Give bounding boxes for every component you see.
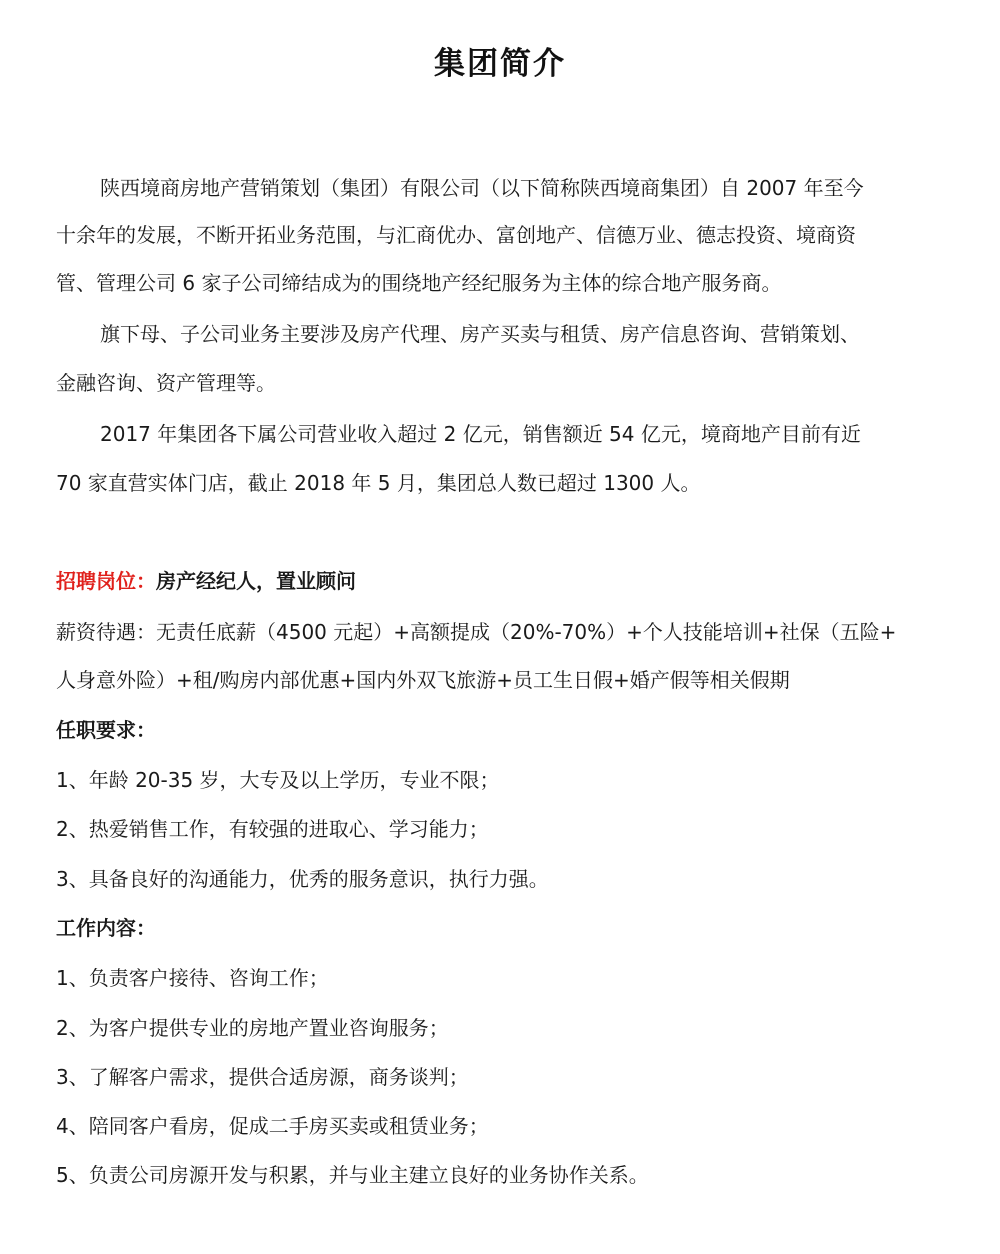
page-title: 集团简介 — [434, 46, 566, 82]
requirements-heading: 任职要求： — [56, 718, 156, 742]
intro-para2-line2: 金融咨询、资产管理等。 — [56, 371, 276, 395]
requirement-item: 2、热爱销售工作，有较强的进取心、学习能力； — [56, 817, 489, 841]
duties-heading: 工作内容： — [56, 916, 156, 940]
intro-para1-line1: 陕西境商房地产营销策划（集团）有限公司（以下简称陕西境商集团）自 2007 年至今 — [100, 176, 864, 200]
duty-item: 3、了解客户需求，提供合适房源，商务谈判； — [56, 1065, 469, 1089]
intro-para3-line1: 2017 年集团各下属公司营业收入超过 2 亿元，销售额近 54 亿元，境商地产目前有近 — [100, 422, 861, 446]
salary-line2: 人身意外险）+租/购房内部优惠+国内外双飞旅游+员工生日假+婚产假等相关假期 — [56, 668, 790, 692]
requirement-item: 1、年龄 20-35 岁，大专及以上学历，专业不限； — [56, 768, 500, 792]
salary-line1: 薪资待遇：无责任底薪（4500 元起）+高额提成（20%-70%）+个人技能培训+社保（五险+ — [56, 620, 897, 644]
intro-para2-line1: 旗下母、子公司业务主要涉及房产代理、房产买卖与租赁、房产信息咨询、营销策划、 — [100, 322, 860, 346]
recruit-positions: 房产经纪人，置业顾问 — [156, 569, 356, 593]
duty-item: 4、陪同客户看房，促成二手房买卖或租赁业务； — [56, 1114, 489, 1138]
recruit-label: 招聘岗位： — [56, 569, 156, 593]
duty-item: 2、为客户提供专业的房地产置业咨询服务； — [56, 1016, 449, 1040]
recruit-positions-line — [56, 567, 946, 595]
requirement-item: 3、具备良好的沟通能力，优秀的服务意识，执行力强。 — [56, 867, 549, 891]
duty-item: 5、负责公司房源开发与积累，并与业主建立良好的业务协作关系。 — [56, 1163, 649, 1187]
intro-para1-line2: 十余年的发展，不断开拓业务范围，与汇商优办、富创地产、信德万业、德志投资、境商资 — [56, 223, 856, 247]
intro-para3-line2: 70 家直营实体门店，截止 2018 年 5 月，集团总人数已超过 1300 人。 — [56, 471, 701, 495]
duty-item: 1、负责客户接待、咨询工作； — [56, 966, 329, 990]
intro-para1-line3: 管、管理公司 6 家子公司缔结成为的围绕地产经纪服务为主体的综合地产服务商。 — [56, 271, 782, 295]
